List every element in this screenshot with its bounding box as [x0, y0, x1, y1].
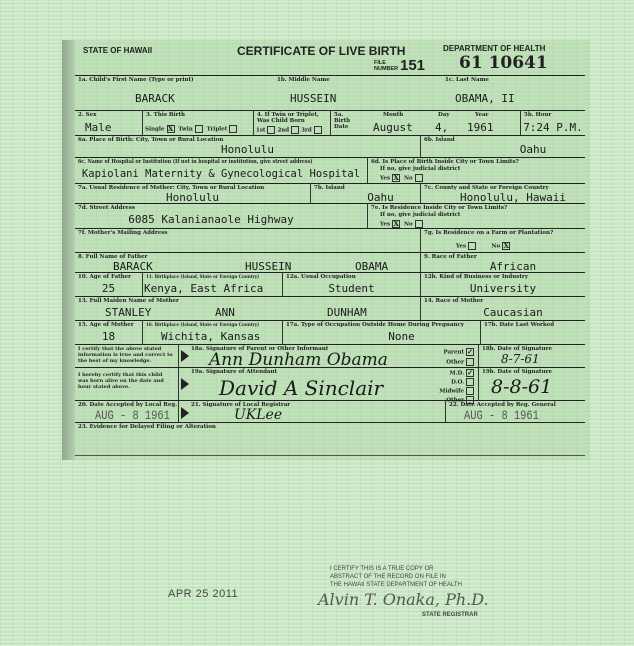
- other-label: Other: [446, 397, 464, 404]
- local-reg-date-label: 20. Date Accepted by Local Reg.: [78, 402, 178, 408]
- first-name-label: 1a. Child's First Name (Type or print): [78, 77, 194, 83]
- informant-certify-text: I certify that the above stated information is true and correct to the best of my knowledge.: [78, 346, 173, 364]
- father-middle-name: HUSSEIN: [245, 260, 292, 273]
- other-label: Other: [446, 359, 464, 366]
- no-checkbox[interactable]: X: [503, 241, 509, 250]
- mother-residence-label: 7a. Usual Residence of Mother: City, Town or Rural Location: [78, 185, 265, 191]
- local-reg-date-cell: [75, 400, 178, 422]
- father-birthplace-label: 11. Birthplace (Island, State or Foreign Country): [146, 274, 260, 280]
- do-checkbox[interactable]: [466, 378, 474, 386]
- father-last-name: OBAMA: [355, 260, 389, 273]
- farm-cell: [420, 228, 585, 252]
- residence-island-value: Oahu: [367, 191, 394, 204]
- county-state-label: 7c. County and State or Foreign Country: [424, 185, 549, 191]
- informant-signature-cell: [178, 344, 478, 370]
- attendant-certify-text: I hereby certify that this child was born alive on the date and hour stated above.: [78, 372, 164, 390]
- first-checkbox[interactable]: [267, 126, 275, 134]
- yes-label: Yes: [380, 221, 391, 228]
- certify-line: I CERTIFY THIS IS A TRUE COPY OR: [330, 566, 434, 572]
- attendant-date-value: 8-8-61: [491, 376, 553, 398]
- reg-general-date-cell: [445, 397, 585, 423]
- md-label: M.D.: [449, 370, 464, 377]
- twin-checkbox[interactable]: [195, 125, 203, 133]
- no-label: No: [403, 221, 413, 228]
- birth-island-value: Oahu: [519, 143, 547, 156]
- informant-certification: [75, 344, 178, 367]
- midwife-checkbox[interactable]: [466, 387, 474, 395]
- mother-age-cell: [75, 320, 142, 344]
- this-birth-cell: [142, 110, 253, 135]
- twin-order-label: 4. If Twin or Triplet, Was Child Born: [257, 112, 319, 124]
- sex-cell: [75, 110, 142, 135]
- father-occupation-value: Student: [328, 282, 375, 295]
- father-first-name: BARACK: [113, 260, 153, 273]
- father-birthplace-cell: [142, 272, 282, 296]
- inside-city-options: [380, 174, 425, 182]
- birth-island-cell: [420, 135, 585, 157]
- local-reg-date-stamp: AUG - 8 1961: [95, 408, 170, 423]
- single-label: Single: [145, 126, 165, 133]
- single-checkbox[interactable]: X: [167, 124, 174, 133]
- middle-name-label: 1b. Middle Name: [277, 77, 330, 83]
- delayed-filing-cell: [75, 422, 585, 456]
- second-label: 2nd: [277, 127, 290, 134]
- attendant-certification: [75, 367, 178, 400]
- delayed-filing-label: 23. Evidence for Delayed Filing or Alteration: [78, 424, 216, 430]
- mother-birthplace-cell: [142, 320, 282, 344]
- sex-label: 2. Sex: [78, 112, 97, 118]
- informant-date-value: 8-7-61: [501, 352, 540, 366]
- mother-occupation-label: 17a. Type of Occupation Outside Home During Pregnancy: [286, 322, 464, 328]
- residence-island-cell: [310, 183, 420, 203]
- arrow-icon: [181, 407, 189, 419]
- midwife-label: Midwife: [439, 388, 464, 395]
- place-of-birth-cell: [75, 135, 420, 157]
- birth-date-label: 5a. Birth Date: [334, 112, 351, 130]
- third-label: 3rd: [301, 127, 312, 134]
- mother-race-value: Caucasian: [483, 306, 543, 319]
- father-age-cell: [75, 272, 142, 296]
- last-name-label: 1c. Last Name: [445, 77, 489, 83]
- informant-date-cell: [478, 344, 585, 367]
- md-checkbox[interactable]: ✓: [467, 368, 473, 377]
- day-label: Day: [438, 112, 450, 118]
- mother-residence-cell: [75, 183, 310, 203]
- mother-birthplace-value: Wichita, Kansas: [161, 330, 261, 343]
- attendant-signature-label: 19a. Signature of Attendant: [191, 369, 278, 375]
- yes-label: Yes: [456, 243, 467, 250]
- father-birthplace-value: Kenya, East Africa: [144, 282, 264, 295]
- state-registrar-signature: Alvin T. Onaka, Ph.D.: [318, 590, 489, 609]
- scan-edge: [62, 40, 75, 460]
- do-label: D.O.: [451, 379, 464, 386]
- attendant-date-cell: [478, 367, 585, 400]
- twin-label: Twin: [178, 126, 193, 133]
- child-name-row: [75, 75, 585, 110]
- first-name-value: BARACK: [135, 92, 175, 105]
- county-state-value: Honolulu, Hawaii: [460, 191, 566, 204]
- date-last-worked-cell: [480, 320, 585, 344]
- hospital-value: Kapiolani Maternity & Gynecological Hospital: [81, 168, 361, 180]
- birth-island-label: 6b. Island: [424, 137, 455, 143]
- other-checkbox[interactable]: [466, 358, 474, 366]
- state-registrar-title: STATE REGISTRAR: [422, 612, 478, 618]
- mother-last-name: DUNHAM: [327, 306, 367, 319]
- triplet-label: Triplet: [206, 126, 228, 133]
- father-business-label: 12b. Kind of Business or Industry: [424, 274, 528, 280]
- certificate-title: CERTIFICATE OF LIVE BIRTH: [237, 44, 406, 58]
- yes-checkbox[interactable]: X: [393, 219, 399, 228]
- attendant-signature: David A Sinclair: [219, 376, 384, 400]
- mother-name-label: 13. Full Maiden Name of Mother: [78, 298, 179, 304]
- street-address-cell: [75, 203, 367, 228]
- mother-birthplace-label: 16. Birthplace (Island, State or Foreign Country): [146, 322, 260, 328]
- local-registrar-signature: UKLee: [234, 407, 283, 423]
- sex-value: Male: [85, 121, 112, 134]
- no-label: No: [491, 243, 501, 250]
- file-number: 151: [400, 57, 426, 74]
- hour-value: 7:24 P.M.: [523, 121, 583, 134]
- third-checkbox[interactable]: [314, 126, 322, 134]
- judicial-district-label: If no, give judicial district: [380, 166, 461, 172]
- this-birth-label: 3. This Birth: [146, 112, 186, 118]
- father-occupation-label: 12a. Usual Occupation: [286, 274, 356, 280]
- farm-label: 7g. Is Residence on a Farm or Plantation?: [424, 230, 554, 236]
- street-address-label: 7d. Street Address: [78, 205, 135, 211]
- hour-label: 5b. Hour: [524, 112, 552, 118]
- residence-island-label: 7b. Island: [314, 185, 345, 191]
- father-age-value: 25: [101, 282, 116, 295]
- hospital-cell: [75, 157, 367, 183]
- mother-first-name: STANLEY: [105, 306, 152, 319]
- county-state-cell: [420, 183, 585, 203]
- arrow-icon: [181, 378, 189, 390]
- mother-occupation-value: None: [388, 330, 415, 343]
- mother-race-label: 14. Race of Mother: [424, 298, 484, 304]
- mother-age-label: 15. Age of Mother: [78, 322, 134, 328]
- birth-day: 4,: [435, 121, 449, 134]
- street-address-value: 6085 Kalanianaole Highway: [128, 213, 294, 226]
- father-race-cell: [420, 252, 585, 272]
- informant-date-label: 18b. Date of Signature: [482, 346, 552, 352]
- residence-city-limits-label: 7e. Is Residence Inside City or Town Limits?: [371, 205, 508, 211]
- mother-age-value: 18: [101, 330, 116, 343]
- father-age-label: 10. Age of Father: [78, 274, 132, 280]
- place-of-birth-label: 6a. Place of Birth: City, Town or Rural Location: [78, 137, 224, 143]
- residence-judicial-label: If no, give judicial district: [380, 212, 461, 218]
- certificate-number: 61 10641: [459, 53, 548, 73]
- mother-race-cell: [420, 296, 585, 320]
- father-name-label: 8. Full Name of Father: [78, 254, 148, 260]
- mother-occupation-cell: [282, 320, 480, 344]
- second-checkbox[interactable]: [291, 126, 299, 134]
- farm-options: [456, 242, 512, 250]
- mailing-address-cell: [75, 228, 420, 252]
- father-occupation-cell: [282, 272, 420, 296]
- year-label: Year: [475, 112, 489, 118]
- no-checkbox[interactable]: [415, 174, 423, 182]
- file-number-label: FILE NUMBER: [374, 60, 399, 72]
- mother-name-cell: [75, 296, 420, 320]
- father-race-label: 9. Race of Father: [424, 254, 477, 260]
- month-label: Month: [383, 112, 404, 118]
- place-of-birth-value: Honolulu: [221, 143, 274, 156]
- residence-city-options: [380, 220, 425, 228]
- first-label: 1st: [256, 127, 266, 134]
- informant-signature: Ann Dunham Obama: [209, 350, 388, 370]
- yes-label: Yes: [380, 175, 391, 182]
- inside-city-limits-cell: [367, 157, 585, 183]
- date-last-worked-label: 17b. Date Last Worked: [484, 322, 555, 328]
- local-registrar-label: 21. Signature of Local Registrar: [191, 402, 291, 408]
- department-heading: DEPARTMENT OF HEALTH: [443, 44, 546, 53]
- twin-order-options: [256, 126, 324, 134]
- yes-checkbox[interactable]: X: [393, 173, 399, 182]
- other-option: [446, 358, 476, 366]
- certify-line: ABSTRACT OF THE RECORD ON FILE IN: [330, 574, 446, 580]
- hospital-label: 6c. Name of Hospital or Institution (If not in hospital or institution, give street address): [78, 159, 313, 165]
- certification-statement: [330, 565, 462, 589]
- inside-city-limits-label: 6d. Is Place of Birth Inside City or Town Limits?: [371, 159, 519, 165]
- attendant-date-label: 19b. Date of Signature: [482, 369, 552, 375]
- attendant-signature-cell: [178, 367, 478, 404]
- residence-city-limits-cell: [367, 203, 585, 228]
- no-checkbox[interactable]: [415, 220, 423, 228]
- arrow-icon: [181, 350, 189, 362]
- certify-line: THE HAWAII STATE DEPARTMENT OF HEALTH: [330, 582, 462, 588]
- middle-name-value: HUSSEIN: [290, 92, 337, 105]
- state-heading: STATE OF HAWAII: [83, 46, 153, 55]
- father-business-value: University: [469, 282, 537, 295]
- reg-general-date-label: 22. Date Accepted by Reg. General: [449, 402, 556, 408]
- twin-order-cell: [253, 110, 330, 135]
- birth-month: August: [373, 121, 413, 134]
- parent-option: [444, 348, 477, 356]
- parent-label: Parent: [443, 349, 464, 356]
- birth-date-cell: [330, 110, 520, 135]
- triplet-checkbox[interactable]: [229, 125, 237, 133]
- reg-general-date-stamp: AUG - 8 1961: [464, 408, 539, 423]
- father-race-value: African: [489, 260, 537, 273]
- last-name-value: OBAMA, II: [455, 92, 515, 105]
- this-birth-options: [145, 125, 239, 133]
- certification-date: APR 25 2011: [168, 588, 239, 600]
- father-business-cell: [420, 272, 585, 296]
- yes-checkbox[interactable]: [468, 242, 476, 250]
- mailing-address-label: 7f. Mother's Mailing Address: [78, 230, 168, 236]
- birth-year: 1961: [467, 121, 494, 134]
- father-name-cell: [75, 252, 420, 272]
- hour-cell: [520, 110, 585, 135]
- no-label: No: [403, 175, 413, 182]
- informant-signature-label: 18a. Signature of Parent or Other Informant: [191, 346, 329, 352]
- mother-middle-name: ANN: [215, 306, 235, 319]
- parent-checkbox[interactable]: ✓: [467, 347, 473, 356]
- mother-residence-value: Honolulu: [166, 191, 219, 204]
- local-registrar-cell: [178, 400, 445, 422]
